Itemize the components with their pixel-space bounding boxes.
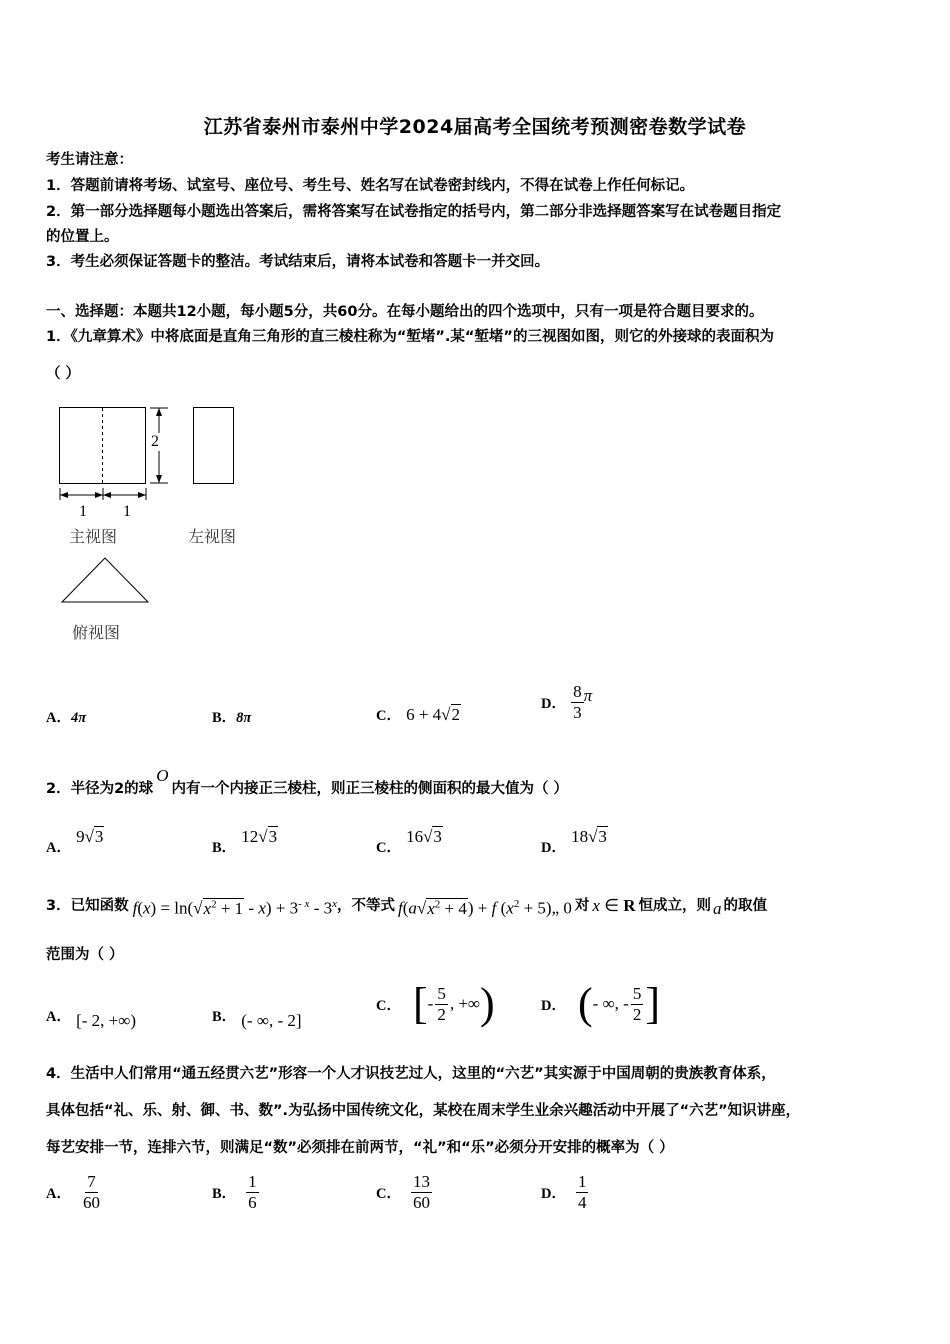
dim-height-label: 2 bbox=[151, 433, 159, 450]
q3-option-d: D． ( - ∞, - $\frac{5}{2}$ ] bbox=[541, 979, 660, 1028]
notice-heading: 考生请注意： bbox=[46, 152, 133, 168]
q4-option-d: D． $\frac{1}{4}$ bbox=[541, 1172, 587, 1212]
q1-option-a: A．4π bbox=[46, 710, 87, 726]
notice-item-3: 3．考生必须保证答题卡的整洁。考试结束后，请将本试卷和答题卡一并交回。 bbox=[46, 254, 550, 270]
notice-item-2: 2．第一部分选择题每小题选出答案后，需将答案写在试卷指定的括号内，第二部分非选择题答案写在试卷题目指定 bbox=[46, 204, 782, 220]
width-dimension bbox=[60, 488, 146, 500]
q1-paren: （ ） bbox=[46, 366, 81, 382]
top-view-label: 俯视图 bbox=[72, 623, 121, 642]
q3-stem-cont: 范围为（ ） bbox=[46, 947, 124, 963]
q1-option-d: D． $\frac{8}{3}$ π bbox=[541, 682, 593, 722]
q4-option-a: A． $\frac{7}{60}$ bbox=[46, 1172, 100, 1212]
q3-function-formula: $f(x) = \ln(√x^2 + 1 - x) + 3^{- x} - 3^x$ bbox=[132, 898, 337, 918]
q4-stem-line-3: 每艺安排一节，连排六节，则满足“数”必须排在前两节，“礼”和“乐”必须分开安排的概率为（ ） bbox=[46, 1140, 674, 1156]
q4-option-b: B． $\frac{1}{6}$ bbox=[212, 1172, 257, 1212]
notice-item-2-cont: 的位置上。 bbox=[46, 229, 119, 245]
q2-option-c: C． 16√3 bbox=[376, 827, 442, 856]
dim-left-label: 1 bbox=[79, 503, 87, 520]
q3-option-a: A． [- 2, +∞) bbox=[46, 1009, 137, 1030]
q4-stem-line-2: 具体包括“礼、乐、射、御、书、数”.为弘扬中国传统文化，某校在周末学生业余兴趣活动中开展了“六艺”知识讲座， bbox=[46, 1103, 801, 1119]
top-view bbox=[62, 558, 148, 602]
q3-option-b: B． (- ∞, - 2] bbox=[212, 1009, 302, 1030]
q3-option-c: C． [ - $\frac{5}{2}$ , +∞ ) bbox=[376, 979, 495, 1028]
side-view bbox=[194, 408, 234, 484]
q2-option-a: A． 9√3 bbox=[46, 827, 104, 856]
q2-option-d: D． 18√3 bbox=[541, 827, 607, 856]
front-view-label: 主视图 bbox=[69, 527, 118, 546]
q4-option-c: C． $\frac{13}{60}$ bbox=[376, 1172, 430, 1212]
q2-stem: 2．半径为2的球O内有一个内接正三棱柱，则正三棱柱的侧面积的最大值为（ ） bbox=[46, 766, 569, 797]
front-view bbox=[60, 408, 146, 484]
q4-stem-line-1: 4．生活中人们常用“通五经贯六艺”形容一个人才识技艺过人，这里的“六艺”其实源于中国周朝的贵族教育体系， bbox=[46, 1066, 776, 1082]
q3-stem: 3．已知函数 $f(x) = \ln(√x^2 + 1 - x) + 3^{- x} - 3^x$ ，不等式 $f(a√x^2 + 4) + f$ ($x^2$ + 5)„ 0 对 x ∈ R 恒成立，则 a 的取值 bbox=[46, 894, 767, 919]
notice-item-1: 1．答题前请将考场、试室号、座位号、考生号、姓名写在试卷密封线内，不得在试卷上作任何标记。 bbox=[46, 178, 695, 194]
page-title: 江苏省泰州市泰州中学2024届高考全国统考预测密卷数学试卷 bbox=[203, 116, 747, 138]
q1-option-b: B．8π bbox=[212, 710, 252, 726]
q3-domain-formula: x ∈ R bbox=[592, 896, 636, 916]
q1-stem: 1．《九章算术》中将底面是直角三角形的直三棱柱称为“堑堵”.某“堑堵”的三视图如图，则它的外接球的表面积为 bbox=[46, 329, 774, 345]
side-view-label: 左视图 bbox=[188, 527, 237, 546]
q1-option-c: C． 6 + 4√2 bbox=[376, 705, 461, 724]
q2-option-b: B． 12√3 bbox=[212, 827, 278, 856]
section-heading: 一、选择题：本题共12小题，每小题5分，共60分。在每小题给出的四个选项中，只有一项是符合题目要求的。 bbox=[46, 304, 764, 320]
q3-inequality-formula: $f(a√x^2 + 4) + f$ ($x^2$ + 5)„ 0 bbox=[398, 898, 572, 918]
dim-right-label: 1 bbox=[123, 503, 131, 520]
